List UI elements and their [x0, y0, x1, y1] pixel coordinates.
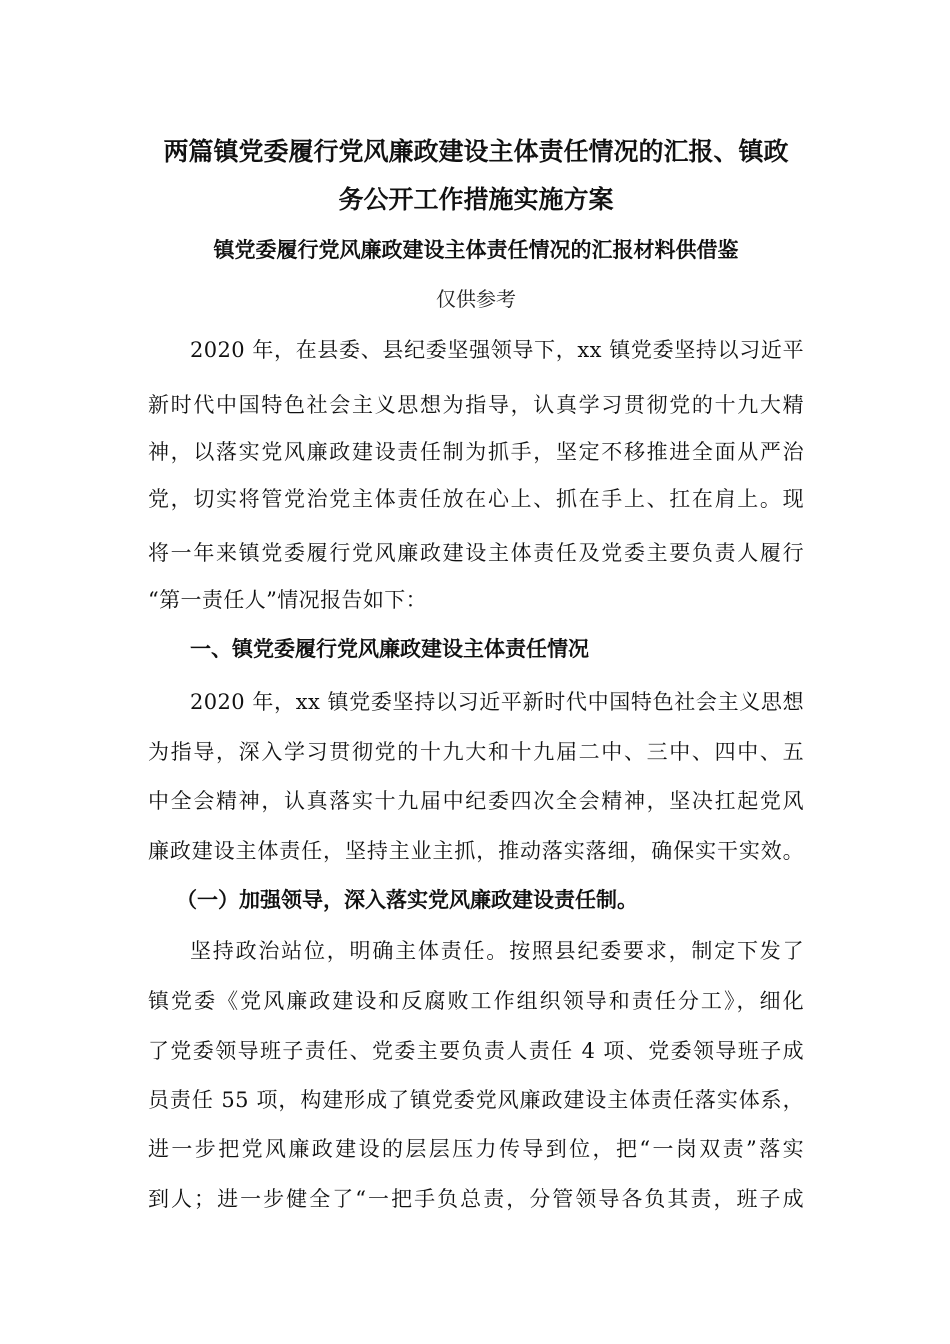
para2-line-4: 廉政建设主体责任，坚持主业主抓，推动落实落细，确保实干实效。: [148, 839, 804, 863]
reference-note: 仅供参考: [436, 287, 516, 311]
para3-line-6: 到人；进一步健全了“一把手负总责，分管领导各负其责，班子成: [148, 1187, 804, 1211]
para3-line-1: 坚持政治站位，明确主体责任。按照县纪委要求，制定下发了: [190, 939, 804, 963]
document-subtitle: 镇党委履行党风廉政建设主体责任情况的汇报材料供借鉴: [213, 238, 739, 262]
subsection-heading-1: （一）加强领导，深入落实党风廉政建设责任制。: [176, 888, 638, 912]
para3-line-4: 员责任 55 项，构建形成了镇党委党风廉政建设主体责任落实体系，: [148, 1088, 804, 1112]
para1-line-1: 2020 年，在县委、县纪委坚强领导下，xx 镇党委坚持以习近平: [190, 338, 804, 362]
para3-line-3: 了党委领导班子责任、党委主要负责人责任 4 项、党委领导班子成: [148, 1039, 804, 1063]
section-heading-1: 一、镇党委履行党风廉政建设主体责任情况: [190, 637, 589, 661]
document-title-line-2: 务公开工作措施实施方案: [338, 185, 614, 214]
para1-line-5: 将一年来镇党委履行党风廉政建设主体责任及党委主要负责人履行: [148, 541, 804, 565]
para1-line-4: 党，切实将管党治党主体责任放在心上、抓在手上、扛在肩上。现: [148, 487, 804, 511]
para1-line-3: 神，以落实党风廉政建设责任制为抓手，坚定不移推进全面从严治: [148, 440, 804, 464]
para3-line-5: 进一步把党风廉政建设的层层压力传导到位，把“一岗双责”落实: [148, 1137, 804, 1161]
document-title-line-1: 两篇镇党委履行党风廉政建设主体责任情况的汇报、镇政: [163, 137, 789, 166]
para2-line-1: 2020 年，xx 镇党委坚持以习近平新时代中国特色社会主义思想: [190, 690, 804, 714]
para1-line-2: 新时代中国特色社会主义思想为指导，认真学习贯彻党的十九大精: [148, 393, 804, 417]
para2-line-3: 中全会精神，认真落实十九届中纪委四次全会精神，坚决扛起党风: [148, 789, 804, 813]
para2-line-2: 为指导，深入学习贯彻党的十九大和十九届二中、三中、四中、五: [148, 740, 804, 764]
para3-line-2: 镇党委《党风廉政建设和反腐败工作组织领导和责任分工》，细化: [148, 989, 804, 1013]
para1-line-6: “第一责任人”情况报告如下：: [148, 588, 428, 612]
